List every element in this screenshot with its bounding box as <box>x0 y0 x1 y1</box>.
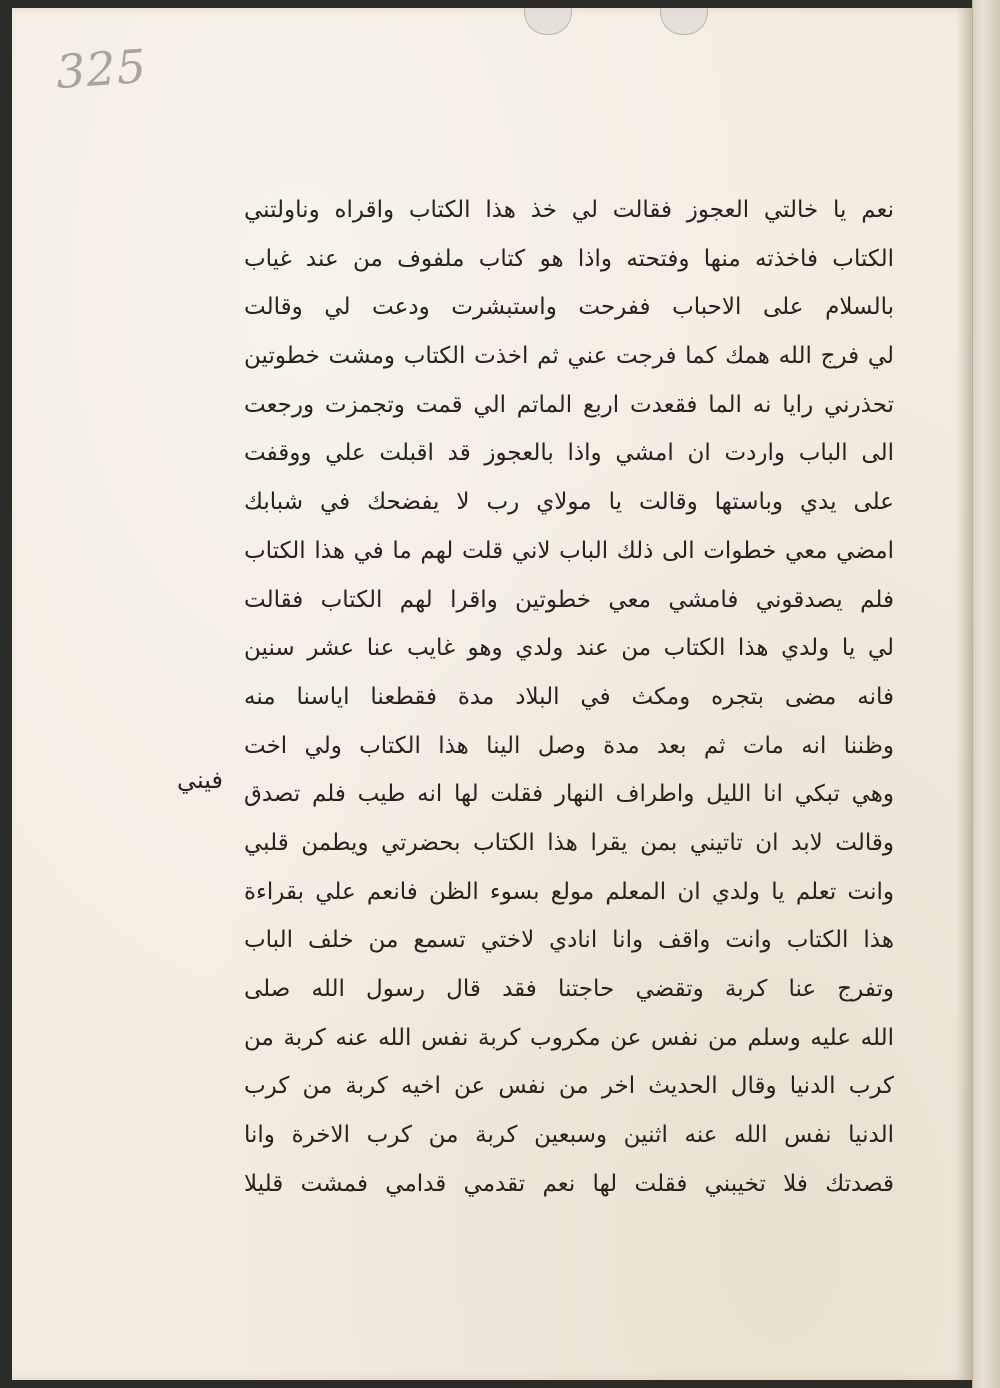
text-line: الله عليه وسلم من نفس عن مكروب كربة نفس الله عنه كربة من <box>244 1024 894 1051</box>
text-line: لي يا ولدي هذا الكتاب من عند ولدي وهو غايب عنا عشر سنين <box>244 635 894 662</box>
main-text-block <box>244 186 894 1208</box>
text-line: الى الباب واردت ان امشي واذا بالعجوز قد اقبلت علي ووقفت <box>244 440 894 467</box>
text-line: قصدتك فلا تخيبني فقلت لها نعم تقدمي قدامي فمشت قليلا <box>244 1170 894 1197</box>
text-line: نعم يا خالتي العجوز فقالت لي خذ هذا الكتاب واقراه وناولتني <box>244 197 894 223</box>
gutter-shadow <box>955 8 972 1380</box>
text-line: وتفرج عنا كربة وتقضي حاجتنا فقد قال رسول الله صلى <box>244 976 894 1002</box>
text-line: وهي تبكي انا الليل واطراف النهار فقلت لها انه طيب فلم تصدق <box>244 781 894 808</box>
clip-mark-icon <box>524 8 572 35</box>
folio-flourish <box>140 38 162 48</box>
text-line: تحذرني رايا نه الما فقعدت اربع الماتم الي قمت وتجمزت ورجعت <box>244 391 894 418</box>
text-line: فلم يصدقوني فامشي معي خطوتين واقرا لهم الكتاب فقالت <box>244 586 894 613</box>
text-line: وانت تعلم يا ولدي ان المعلم مولع بسوء الظن فانعم علي بقراءة <box>244 878 894 905</box>
text-line: على يدي وباستها وقالت يا مولاي رب لا يفضحك في شبابك <box>244 489 894 516</box>
manuscript-page <box>12 8 972 1380</box>
margin-note: فيني <box>177 766 223 794</box>
text-line: الدنيا نفس الله عنه اثنين وسبعين كربة من كرب الاخرة وانا <box>244 1122 894 1149</box>
text-line: فانه مضى بتجره ومكث في البلاد مدة فقطعنا اياسنا منه <box>244 683 894 710</box>
text-line: بالسلام على الاحباب ففرحت واستبشرت ودعت لي وقالت <box>244 294 894 321</box>
facing-page-edge <box>972 0 1000 1388</box>
text-line: لي فرج الله همك كما فرجت عني ثم اخذت الكتاب ومشت خطوتين <box>244 343 894 370</box>
text-line: وقالت لابد ان تاتيني بمن يقرا هذا الكتاب بحضرتي ويطمن قلبي <box>244 829 894 856</box>
text-line: هذا الكتاب وانت واقف وانا انادي لاختي تسمع من خلف الباب <box>244 927 894 954</box>
text-line: كرب الدنيا وقال الحديث اخر من نفس عن اخيه كربة من كرب <box>244 1073 894 1100</box>
text-line: امضي معي خطوات الى ذلك الباب لاني قلت لهم ما في هذا الكتاب <box>244 537 894 564</box>
folio-number: 325 <box>54 38 149 100</box>
clip-mark-icon <box>660 8 708 35</box>
text-line: الكتاب فاخذته منها وفتحته واذا هو كتاب ملفوف من عند غياب <box>244 245 894 272</box>
text-line: وظننا انه مات ثم بعد مدة وصل الينا هذا الكتاب ولي اخت <box>244 732 894 759</box>
